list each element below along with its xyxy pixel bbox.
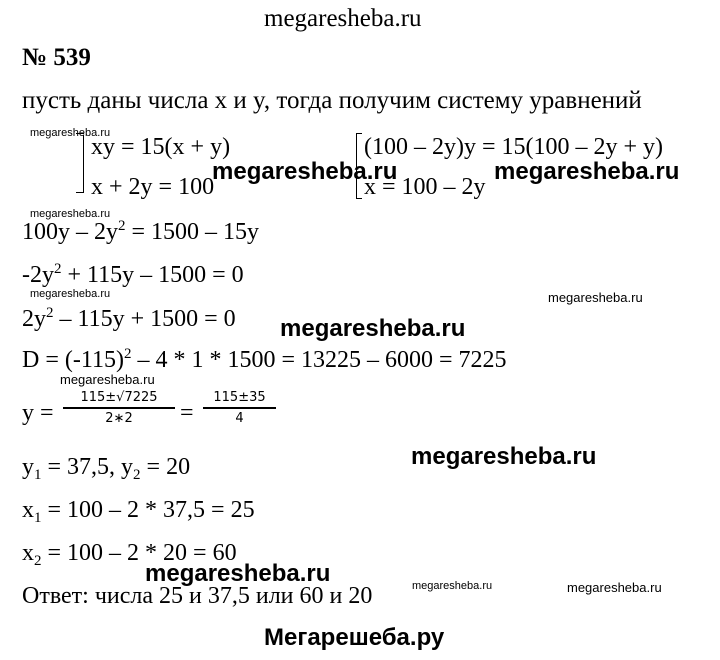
- problem-number: № 539: [22, 44, 91, 71]
- watermark-med-3: megaresheba.ru: [567, 580, 662, 595]
- root-x2-b: = 100 – 2 * 20 = 60: [41, 540, 237, 566]
- system2-brace-bot: [356, 198, 362, 199]
- root-x1-b: = 100 – 2 * 37,5 = 25: [41, 497, 255, 523]
- step-line-3: [22, 305, 236, 333]
- watermark-small-3: megaresheba.ru: [30, 288, 111, 300]
- fraction-1: [63, 390, 175, 426]
- step-line-4: [22, 346, 507, 374]
- fraction-equals: =: [180, 400, 194, 426]
- roots-y-a: y: [22, 454, 34, 480]
- step-line-1-exp: 2: [118, 218, 126, 234]
- fraction-2: [203, 390, 276, 426]
- system2-brace-top: [356, 133, 362, 134]
- step-line-2-b: + 115y – 1500 = 0: [61, 262, 244, 288]
- system1-eq2: x + 2y = 100: [91, 174, 215, 200]
- roots-y-val2: = 20: [140, 454, 191, 480]
- step-line-3-a: 2y: [22, 306, 46, 332]
- step-line-1-b: = 1500 – 15y: [125, 219, 260, 245]
- fraction-2-numerator: 115±35: [213, 390, 266, 405]
- step-line-3-exp: 2: [46, 305, 54, 321]
- roots-y-sub2: 2: [133, 467, 141, 483]
- fraction-1-denominator: 2∗2: [105, 411, 133, 426]
- fraction-1-bar: [63, 407, 175, 409]
- problem-intro: пусть даны числа x и y, тогда получим систему уравнений: [22, 87, 642, 114]
- watermark-med-1: megaresheba.ru: [548, 290, 643, 305]
- step-line-1-a: 100y – 2y: [22, 219, 118, 245]
- root-x1: [22, 496, 255, 524]
- step-line-3-b: – 115y + 1500 = 0: [53, 306, 236, 332]
- root-x2-sub: 2: [34, 553, 42, 569]
- watermark-small-4: megaresheba.ru: [412, 580, 493, 592]
- system1-brace-tip-bot: [76, 192, 84, 193]
- step-line-2-exp: 2: [54, 261, 62, 277]
- root-x1-sub: 1: [34, 510, 42, 526]
- fraction-2-denominator: 4: [235, 411, 244, 426]
- root-x1-a: x: [22, 497, 34, 523]
- system1-brace: [83, 135, 84, 193]
- step-line-1: [22, 218, 259, 246]
- step-line-2: [22, 261, 244, 289]
- watermark-big-4: megaresheba.ru: [411, 443, 597, 470]
- answer: Ответ: числа 25 и 37,5 или 60 и 20: [22, 583, 373, 609]
- fraction-1-numerator: 115±√7225: [80, 390, 158, 405]
- watermark-small-2: megaresheba.ru: [30, 208, 111, 220]
- step-line-4-exp: 2: [123, 346, 132, 362]
- watermark-big-2: megaresheba.ru: [494, 158, 680, 185]
- system2-eq1: (100 – 2y)y = 15(100 – 2y + y): [364, 134, 664, 160]
- step-line-4-b: – 4 * 1 * 1500 = 13225 – 6000 = 7225: [131, 347, 507, 373]
- watermark-big-5: megaresheba.ru: [145, 560, 331, 587]
- root-x2-a: x: [22, 540, 34, 566]
- watermark-big-3: megaresheba.ru: [280, 315, 466, 342]
- y-label: y =: [22, 400, 54, 426]
- step-line-2-a: -2y: [22, 262, 54, 288]
- site-header: megaresheba.ru: [264, 5, 422, 32]
- step-line-4-a: D = (-115): [22, 347, 124, 373]
- fraction-2-bar: [203, 407, 276, 409]
- roots-y: [22, 453, 190, 481]
- site-footer: Мегарешеба.ру: [264, 624, 445, 651]
- roots-y-val1: = 37,5, y: [41, 454, 134, 480]
- roots-y-sub1: 1: [34, 467, 42, 483]
- system2-eq2: x = 100 – 2y: [364, 174, 486, 200]
- system1-eq1: xy = 15(x + y): [91, 134, 231, 160]
- watermark-small-1: megaresheba.ru: [30, 127, 111, 139]
- watermark-med-2: megaresheba.ru: [60, 372, 155, 387]
- watermark-big-1: megaresheba.ru: [212, 158, 398, 185]
